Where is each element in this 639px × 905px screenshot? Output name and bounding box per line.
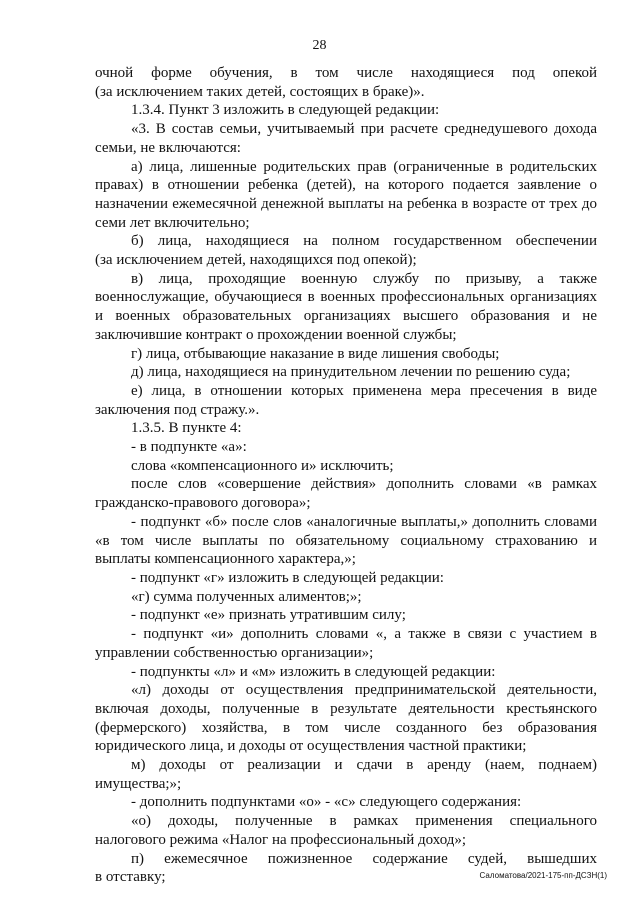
text-line: семьи, не включаются: <box>95 139 241 156</box>
text-line: имущества;»; <box>95 775 182 792</box>
text-line: «3. В состав семьи, учитываемый при расчете среднедушевого дохода <box>131 121 597 138</box>
text-line: «в том числе выплаты по обязательному социальному страхованию и <box>95 532 597 549</box>
text-line: - подпункты «л» и «м» изложить в следующей редакции: <box>131 663 496 680</box>
text-line: - в подпункте «а»: <box>131 439 247 456</box>
text-line: 1.3.4. Пункт 3 изложить в следующей редакции: <box>131 102 440 119</box>
text-line: включая доходы, полученные в результате деятельности крестьянского <box>95 700 597 717</box>
text-line: правах) в отношении ребенка (детей), на которого подается заявление о <box>95 177 597 194</box>
text-line: а) лица, лишенные родительских прав (ограниченные в родительских <box>131 158 597 175</box>
footer-document-code: Саломатова/2021-175-пп-ДСЗН(1) <box>479 871 607 880</box>
page-number: 28 <box>312 38 327 53</box>
text-line: д) лица, находящиеся на принудительном лечении по решению суда; <box>131 364 571 381</box>
text-line: «о) доходы, полученные в рамках применения специального <box>131 813 597 830</box>
text-line: б) лица, находящиеся на полном государственном обеспечении <box>131 233 597 250</box>
text-line: (за исключением таких детей, состоящих в браке)». <box>95 83 425 100</box>
text-line: в) лица, проходящие военную службу по призыву, а также <box>131 270 597 287</box>
text-line: выплаты компенсационного характера,»; <box>95 551 356 568</box>
document-body <box>95 64 597 887</box>
text-line: п) ежемесячное пожизненное содержание судей, вышедших <box>131 850 597 867</box>
text-line: налогового режима «Налог на профессиональный доход»; <box>95 831 467 848</box>
text-line: после слов «совершение действия» дополнить словами «в рамках <box>131 476 597 493</box>
text-line: «г) сумма полученных алиментов;»; <box>131 588 362 605</box>
text-line: военнослужащие, обучающиеся в военных профессиональных организациях <box>95 289 597 306</box>
text-line: и военных образовательных организациях высшего образования и не <box>95 308 597 325</box>
text-line: - дополнить подпунктами «о» - «с» следующего содержания: <box>131 794 522 811</box>
text-line: - подпункт «г» изложить в следующей редакции: <box>131 569 444 586</box>
text-line: м) доходы от реализации и сдачи в аренду (наем, поднаем) <box>131 757 597 774</box>
text-line: управлении собственностью организации»; <box>95 644 374 661</box>
text-line: назначении ежемесячной денежной выплаты на ребенка в возрасте от трех до <box>95 195 597 212</box>
text-line: заключившие контракт о прохождении военной службы; <box>95 326 457 343</box>
text-line: очной форме обучения, в том числе находящиеся под опекой <box>95 65 597 81</box>
text-line: 1.3.5. В пункте 4: <box>131 420 242 437</box>
text-line: заключения под стражу.». <box>95 401 260 418</box>
text-line: е) лица, в отношении которых применена мера пресечения в виде <box>131 382 597 399</box>
text-line: - подпункт «и» дополнить словами «, а также в связи с участием в <box>131 626 597 643</box>
text-line: «л) доходы от осуществления предпринимательской деятельности, <box>131 682 597 699</box>
text-line: г) лица, отбывающие наказание в виде лишения свободы; <box>131 345 500 362</box>
text-line: слова «компенсационного и» исключить; <box>131 457 394 474</box>
text-line: гражданско-правового договора»; <box>95 495 311 512</box>
text-line: (фермерского) хозяйства, в том числе созданного без образования <box>95 719 597 736</box>
text-line: в отставку; <box>95 869 166 886</box>
text-line: семи лет включительно; <box>95 214 250 231</box>
text-line: - подпункт «б» после слов «аналогичные выплаты,» дополнить словами <box>131 513 597 530</box>
text-line: - подпункт «е» признать утратившим силу; <box>131 607 406 624</box>
text-line: юридического лица, и доходы от осуществления частной практики; <box>95 738 527 755</box>
text-line: (за исключением детей, находящихся под опекой); <box>95 252 417 269</box>
